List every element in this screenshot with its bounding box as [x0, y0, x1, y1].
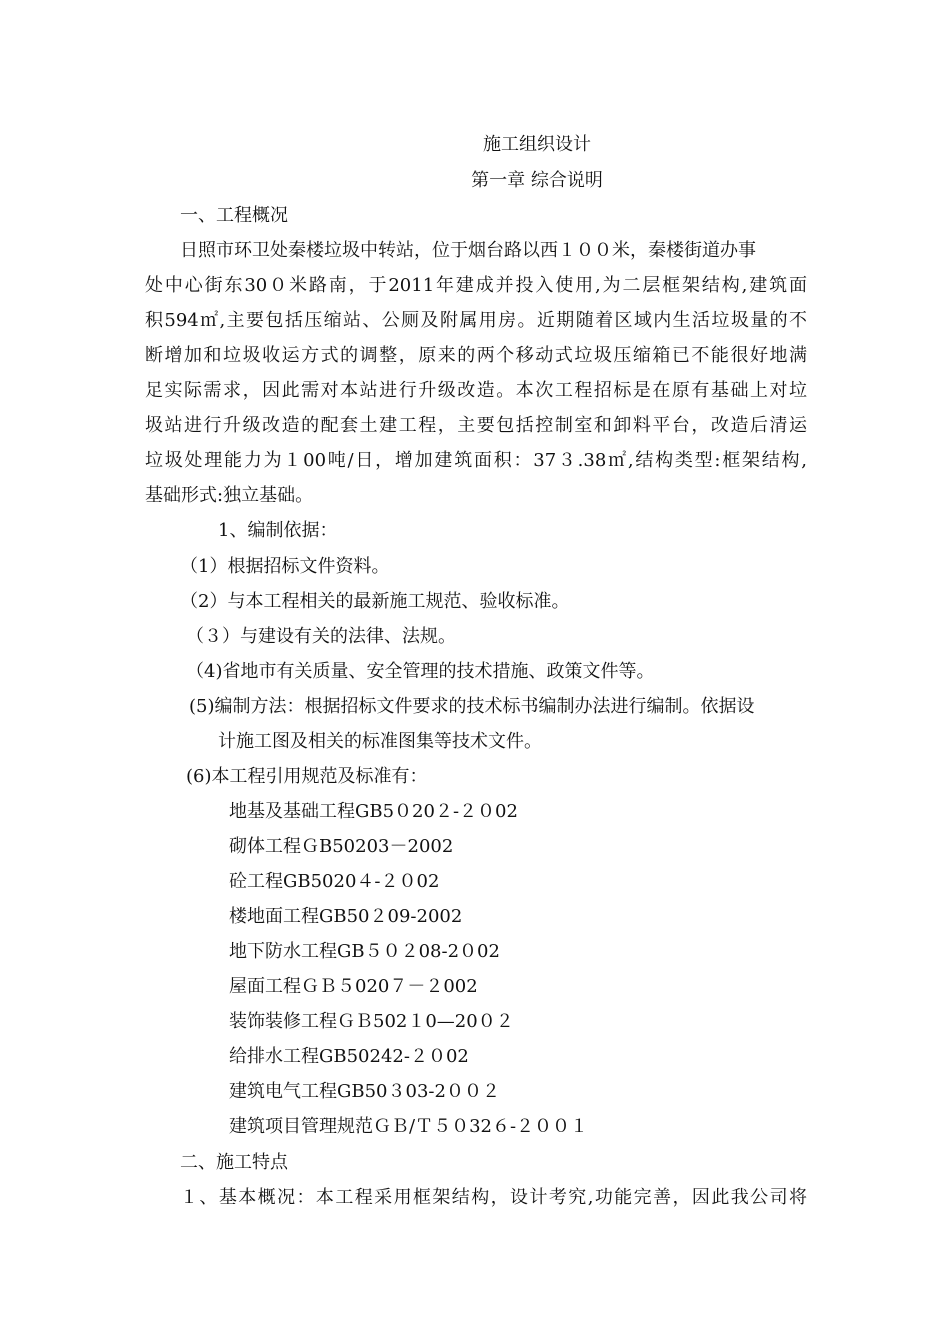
- overview-paragraph-line: 足实际需求，因此需对本站进行升级改造。本次工程招标是在原有基础上对垃: [145, 380, 807, 401]
- overview-paragraph-line: 日照市环卫处秦楼垃圾中转站，位于烟台路以西１００米，秦楼街道办事: [180, 240, 756, 261]
- overview-paragraph-line: 基础形式:独立基础。: [145, 485, 314, 506]
- standard-item: 砌体工程ＧB50203－2002: [229, 836, 454, 857]
- basis-list-item: （1）根据招标文件资料。: [180, 556, 390, 577]
- standard-item: 装饰装修工程ＧＢ502１0—20０２: [229, 1011, 514, 1032]
- basis-heading: 1、编制依据：: [218, 520, 338, 541]
- basis-list-item: （2）与本工程相关的最新施工规范、验收标准。: [180, 591, 570, 612]
- overview-paragraph-line: 处中心街东30０米路南，于2011年建成并投入使用,为二层框架结构,建筑面: [145, 275, 807, 296]
- standard-item: 建筑项目管理规范ＧＢ/Ｔ５０32６-２００１: [229, 1116, 589, 1137]
- section-heading-features: 二、施工特点: [180, 1152, 288, 1173]
- basis-list-item: (5)编制方法：根据招标文件要求的技术标书编制办法进行编制。依据设: [189, 696, 755, 717]
- standard-item: 地基及基础工程GB5０20２-２０02: [229, 801, 518, 822]
- overview-paragraph-line: 圾站进行升级改造的配套土建工程，主要包括控制室和卸料平台，改造后清运: [145, 415, 807, 436]
- standard-item: 给排水工程GB50242-２０02: [229, 1046, 469, 1067]
- basis-list-item: 计施工图及相关的标准图集等技术文件。: [218, 731, 542, 752]
- section-heading-overview: 一、工程概况: [180, 205, 288, 226]
- basis-list-item: (6)本工程引用规范及标准有：: [186, 766, 428, 787]
- features-paragraph-line: １、基本概况：本工程采用框架结构，设计考究,功能完善，因此我公司将: [180, 1187, 807, 1208]
- standard-item: 砼工程GB5020４-２０02: [229, 871, 440, 892]
- standard-item: 建筑电气工程GB50３03-2００２: [229, 1081, 500, 1102]
- standard-item: 地下防水工程GB５０２08-2０02: [229, 941, 500, 962]
- overview-paragraph-line: 积594㎡,主要包括压缩站、公厕及附属用房。近期随着区域内生活垃圾量的不: [145, 310, 807, 331]
- standard-item: 楼地面工程GB50２09-2002: [229, 906, 463, 927]
- document-title: 施工组织设计: [483, 134, 591, 155]
- overview-paragraph-line: 断增加和垃圾收运方式的调整，原来的两个移动式垃圾压缩箱已不能很好地满: [145, 345, 807, 366]
- basis-list-item: （３）与建设有关的法律、法规。: [186, 626, 456, 647]
- chapter-heading: 第一章 综合说明: [471, 170, 603, 191]
- overview-paragraph-line: 垃圾处理能力为１00吨/日，增加建筑面积：37３.38㎡,结构类型:框架结构,: [145, 450, 807, 471]
- basis-list-item: （4)省地市有关质量、安全管理的技术措施、政策文件等。: [186, 661, 655, 682]
- standard-item: 屋面工程ＧＢ５020７－２002: [229, 976, 478, 997]
